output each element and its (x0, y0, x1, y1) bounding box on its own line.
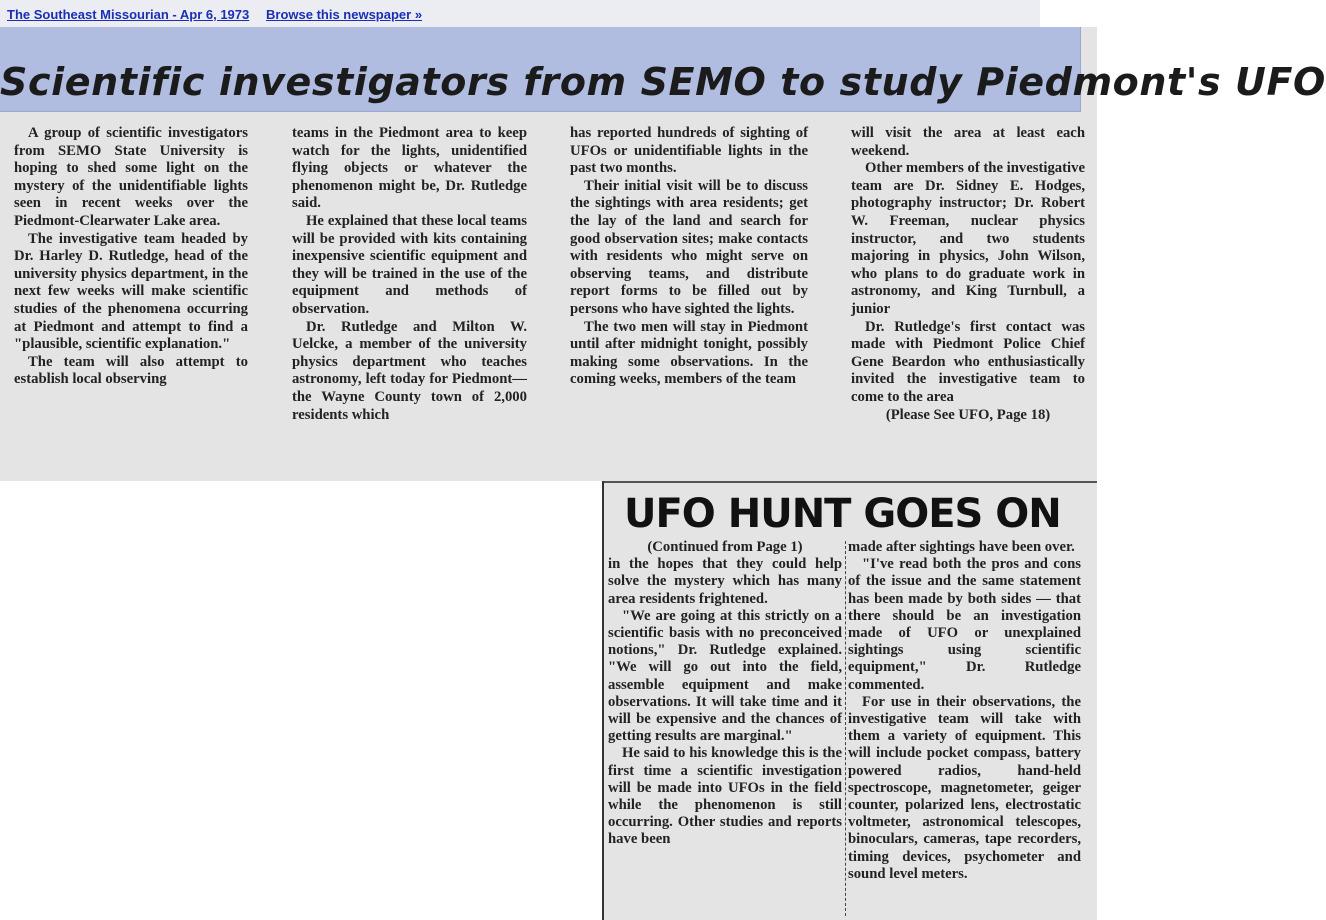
article-column-1 (14, 125, 248, 389)
article-column-4 (851, 125, 1085, 424)
continuation-clipping (602, 481, 1097, 920)
browse-newspaper-link[interactable]: Browse this newspaper » (266, 7, 423, 22)
column-divider (845, 541, 847, 916)
article-headline: Scientific investigators from SEMO to study Piedmont's UFO (0, 60, 1326, 104)
paragraph: will visit the area at least each weekend. (851, 125, 1085, 159)
continued-from-line: (Continued from Page 1) (647, 539, 803, 555)
paragraph: The team will also attempt to establish local observing (14, 353, 248, 388)
paragraph: teams in the Piedmont area to keep watch for the lights, unidentified flying objects or whatever the phenomenon might be, Dr. Rutledge said. (292, 125, 527, 212)
article-column-3 (570, 125, 808, 389)
article-column-2 (292, 125, 527, 424)
paragraph: The two men will stay in Piedmont until after midnight tonight, possibly making some observations. In the coming weeks, members of the team (570, 318, 808, 388)
paragraph: "I've read both the pros and cons of the issue and the same statement has been made by both sides — that there should be an investigation made of UFO or unexplained sightings using scientific equipment," Dr. Rutledge commented. (848, 556, 1081, 693)
rule-line (602, 481, 1097, 483)
continuation-headline: UFO HUNT GOES ON (624, 491, 1061, 537)
paragraph: Dr. Rutledge and Milton W. Uelcke, a member of the university physics department who teaches astronomy, left today for Piedmont—the Wayne County town of 2,000 residents which (292, 318, 527, 423)
continuation-column-1 (608, 539, 842, 849)
continuation-column-2 (848, 539, 1081, 883)
paragraph: has reported hundreds of sighting of UFOs or unidentifiable lights in the past two months. (570, 125, 808, 177)
paragraph: Other members of the investigative team are Dr. Sidney E. Hodges, photography instructor; Dr. Robert W. Freeman, nuclear physics instructor, and two students majoring in physics, John Wilson, who plans to do graduate work in astronomy, and King Turnbull, a junior (851, 160, 1085, 317)
paragraph: He explained that these local teams will be provided with kits containing inexpensive scientific equipment and they will be trained in the use of the equipment and methods of observation. (292, 212, 527, 317)
headline-highlight (0, 27, 1326, 112)
paragraph: Dr. Rutledge's first contact was made with Piedmont Police Chief Gene Beardon who enthusiastically invited the investigative team to come to the area (851, 318, 1085, 405)
paragraph: in the hopes that they could help solve the mystery which has many area residents frightened. (608, 556, 842, 607)
paragraph: The investigative team headed by Dr. Harley D. Rutledge, head of the university physics department, in the next few weeks will make scientific studies of the phenomena occurring at Piedmont and attempt to find a "plausible, scientific explanation." (14, 230, 248, 353)
paragraph: made after sightings have been over. (848, 539, 1075, 555)
paragraph: He said to his knowledge this is the first time a scientific investigation will be made into UFOs in the field while the phenomenon is still occurring. Other studies and reports have been (608, 745, 842, 848)
rule-line (602, 481, 604, 920)
jump-line: (Please See UFO, Page 18) (885, 406, 1051, 423)
paragraph: Their initial visit will be to discuss the sightings with area residents; get the lay of the land and search for good observation sites; make contacts with residents who might serve on observing teams, and distribute report forms to be filled out by persons who have sighted the lights. (570, 177, 808, 317)
newspaper-date-link[interactable]: The Southeast Missourian - Apr 6, 1973 (7, 7, 250, 22)
paragraph: "We are going at this strictly on a scientific basis with no preconceived notions," Dr. Rutledge explained. "We will go out into the field, assemble equipment and make observations. It will take time and it will be expensive and the chances of getting results are marginal." (608, 607, 842, 745)
viewer-toolbar (0, 0, 1040, 28)
paragraph: For use in their observations, the investigative team will take with them a variety of equipment. This will include pocket compass, battery powered radios, hand-held spectroscope, magnetometer, geiger counter, polarized lens, electrostatic voltmeter, astronomical telescopes, binoculars, cameras, tape recorders, timing devices, psychometer and sound level meters. (848, 693, 1081, 882)
paragraph: A group of scientific investigators from SEMO State University is hoping to shed some light on the mystery of the unidentifiable lights seen in recent weeks over the Piedmont-Clearwater Lake area. (14, 125, 248, 229)
front-page-clipping (0, 27, 1326, 481)
